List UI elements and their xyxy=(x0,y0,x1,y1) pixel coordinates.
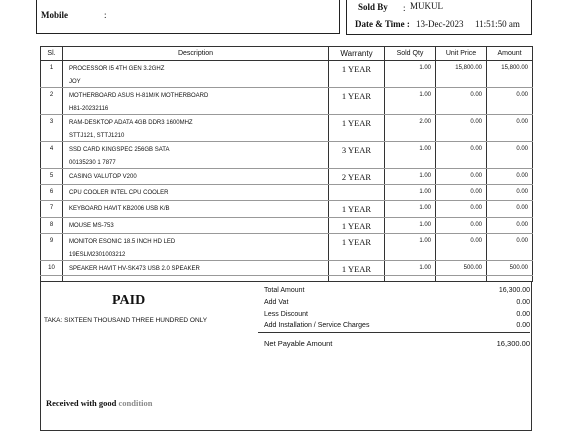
installation-charges-value: 0.00 xyxy=(516,322,530,329)
row-unit-price: 0.00 xyxy=(436,88,487,115)
table-row xyxy=(41,218,533,234)
sold-by-label: Sold By xyxy=(358,2,388,12)
col-header-sl: Sl. xyxy=(41,47,63,61)
col-header-unit-price: Unit Price xyxy=(436,47,487,61)
net-payable-label: Net Payable Amount xyxy=(264,339,333,348)
row-item-name: SSD CARD KINGSPEC 256GB SATA xyxy=(69,147,170,153)
row-item-name: MOTHERBOARD ASUS H-81M/K MOTHERBOARD xyxy=(69,93,209,99)
row-amount: 0.00 xyxy=(487,88,533,115)
row-item-name: RAM-DESKTOP ADATA 4GB DDR3 1600MHZ xyxy=(69,120,193,126)
row-unit-price: 0.00 xyxy=(436,185,487,201)
row-warranty: 1 YEAR xyxy=(329,234,385,261)
installation-charges-label: Add Installation / Service Charges xyxy=(264,322,370,329)
col-header-sold-qty: Sold Qty xyxy=(385,47,436,61)
row-qty: 1.00 xyxy=(385,88,436,115)
row-sl: 4 xyxy=(41,142,63,169)
customer-info-box xyxy=(36,0,340,34)
row-amount: 0.00 xyxy=(487,169,533,185)
row-amount: 0.00 xyxy=(487,201,533,218)
row-description xyxy=(63,201,329,218)
col-header-warranty: Warranty xyxy=(329,47,385,61)
row-unit-price: 0.00 xyxy=(436,234,487,261)
row-qty: 1.00 xyxy=(385,201,436,218)
received-note xyxy=(46,398,153,408)
row-item-name: CASING VALUTOP V200 xyxy=(69,174,137,180)
row-serial: JOY xyxy=(69,79,81,85)
net-payable-value: 16,300.00 xyxy=(496,339,530,348)
row-sl: 5 xyxy=(41,169,63,185)
row-sl: 1 xyxy=(41,61,63,88)
row-warranty: 1 YEAR xyxy=(329,201,385,218)
col-header-amount: Amount xyxy=(487,47,533,61)
less-discount-label: Less Discount xyxy=(264,311,308,318)
row-amount: 0.00 xyxy=(487,185,533,201)
row-sl: 3 xyxy=(41,115,63,142)
row-description xyxy=(63,169,329,185)
received-note-faded: condition xyxy=(118,398,153,408)
paid-stamp: PAID xyxy=(112,293,146,308)
sold-by-value: MUKUL xyxy=(410,1,443,11)
row-item-name: PROCESSOR I5 4TH GEN 3.2GHZ xyxy=(69,66,165,72)
row-qty: 1.00 xyxy=(385,142,436,169)
row-amount: 15,800.00 xyxy=(487,61,533,88)
row-unit-price: 0.00 xyxy=(436,142,487,169)
row-item-name: MONITOR ESONIC 18.5 INCH HD LED xyxy=(69,239,176,245)
row-description xyxy=(63,115,329,142)
table-row xyxy=(41,61,533,88)
date-time-label: Date & Time : xyxy=(355,19,410,29)
mobile-separator: : xyxy=(104,10,107,20)
table-row xyxy=(41,185,533,201)
row-item-name: MOUSE MS-753 xyxy=(69,223,114,229)
row-unit-price: 0.00 xyxy=(436,169,487,185)
table-row xyxy=(41,88,533,115)
row-description xyxy=(63,261,329,276)
add-vat-value: 0.00 xyxy=(516,299,530,306)
row-warranty: 1 YEAR xyxy=(329,88,385,115)
row-description xyxy=(63,218,329,234)
row-amount: 0.00 xyxy=(487,218,533,234)
row-unit-price: 15,800.00 xyxy=(436,61,487,88)
table-row xyxy=(41,234,533,261)
total-amount-value: 16,300.00 xyxy=(498,287,530,294)
row-amount: 500.00 xyxy=(487,261,533,276)
row-warranty: 2 YEAR xyxy=(329,169,385,185)
row-sl: 9 xyxy=(41,234,63,261)
total-amount-label: Total Amount xyxy=(264,287,305,294)
row-serial: H81-20232116 xyxy=(69,106,109,112)
row-warranty: 1 YEAR xyxy=(329,218,385,234)
sold-by-separator: : xyxy=(403,3,406,13)
row-sl: 8 xyxy=(41,218,63,234)
col-header-description: Description xyxy=(63,47,329,61)
row-warranty: 1 YEAR xyxy=(329,61,385,88)
row-serial: 19ESLM2301003212 xyxy=(69,252,126,258)
row-description xyxy=(63,185,329,201)
items-table xyxy=(40,46,533,282)
row-warranty: 1 YEAR xyxy=(329,115,385,142)
time-value: 11:51:50 am xyxy=(475,19,520,29)
table-header-row xyxy=(41,47,533,61)
row-qty: 1.00 xyxy=(385,261,436,276)
table-row xyxy=(41,201,533,218)
row-unit-price: 0.00 xyxy=(436,115,487,142)
row-description xyxy=(63,142,329,169)
date-value: 13-Dec-2023 xyxy=(416,19,464,29)
row-serial: STTJ121, STTJ1210 xyxy=(69,133,125,139)
row-warranty: 1 YEAR xyxy=(329,261,385,276)
row-description xyxy=(63,234,329,261)
mobile-label: Mobile xyxy=(41,10,68,20)
row-qty: 1.00 xyxy=(385,61,436,88)
row-unit-price: 0.00 xyxy=(436,218,487,234)
sale-info-box xyxy=(346,0,532,35)
table-row xyxy=(41,142,533,169)
row-unit-price: 500.00 xyxy=(436,261,487,276)
table-row xyxy=(41,169,533,185)
row-serial: 00135230 1 7877 xyxy=(69,160,116,166)
row-item-name: SPEAKER HAVIT HV-SK473 USB 2.0 SPEAKER xyxy=(69,266,200,272)
table-row xyxy=(41,261,533,276)
row-unit-price: 0.00 xyxy=(436,201,487,218)
table-row xyxy=(41,115,533,142)
row-sl: 10 xyxy=(41,261,63,276)
row-description xyxy=(63,88,329,115)
row-amount: 0.00 xyxy=(487,234,533,261)
row-qty: 1.00 xyxy=(385,185,436,201)
row-sl: 7 xyxy=(41,201,63,218)
row-amount: 0.00 xyxy=(487,142,533,169)
row-qty: 1.00 xyxy=(385,169,436,185)
amount-in-words: TAKA: SIXTEEN THOUSAND THREE HUNDRED ONLY xyxy=(44,317,208,324)
row-description xyxy=(63,61,329,88)
row-amount: 0.00 xyxy=(487,115,533,142)
row-qty: 1.00 xyxy=(385,234,436,261)
row-item-name: KEYBOARD HAVIT KB2006 USB K/B xyxy=(69,206,170,212)
received-note-text: Received with good xyxy=(46,398,117,408)
row-qty: 2.00 xyxy=(385,115,436,142)
less-discount-value: 0.00 xyxy=(516,311,530,318)
row-sl: 2 xyxy=(41,88,63,115)
row-item-name: CPU COOLER INTEL CPU COOLER xyxy=(69,190,169,196)
add-vat-label: Add Vat xyxy=(264,299,289,306)
row-warranty: 3 YEAR xyxy=(329,142,385,169)
summary-divider xyxy=(258,332,530,333)
row-sl: 6 xyxy=(41,185,63,201)
row-qty: 1.00 xyxy=(385,218,436,234)
row-warranty xyxy=(329,185,385,201)
